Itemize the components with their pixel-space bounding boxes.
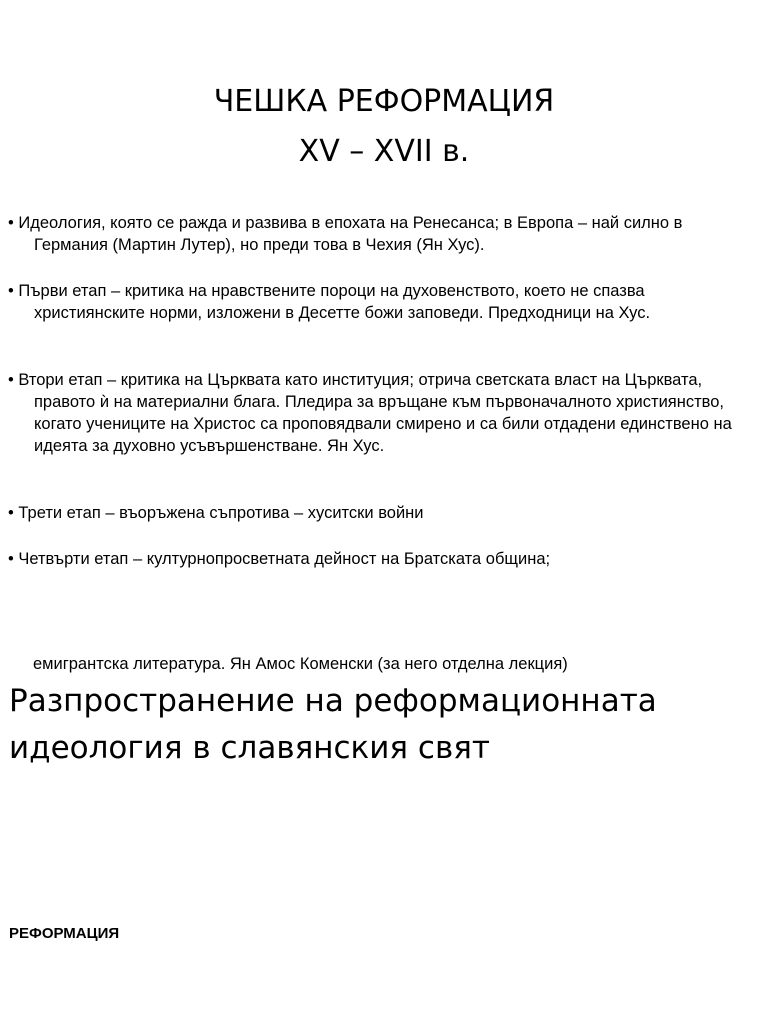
bullet-first-stage: • Първи етап – критика на нравствените пороци на духовенството, което не спазва християнските норми, изложени в Десетте божи заповеди. Предходници на Хус. [8,282,651,322]
bullet-fourth-stage: • Четвърти етап – културнопросветната дейност на Братската община; [8,550,551,568]
bullet-third-stage: • Трети етап – въоръжена съпротива – хуситски войни [8,504,424,522]
page-title: ЧЕШКА РЕФОРМАЦИЯ [213,84,555,119]
page-subtitle-period: XV – XVII в. [298,134,470,169]
emigrant-literature-line: емигрантска литература. Ян Амос Коменски (за него отделна лекция) [33,655,568,673]
bullet-ideology: • Идеология, която се ражда и развива в епохата на Ренесанса; в Европа – най силно в Германия (Мартин Лутер), но преди това в Чехия (Ян Хус). [8,214,683,254]
section-heading-spread: Разпространение на реформационната идеология в славянския свят [9,683,657,766]
bullet-second-stage: • Втори етап – критика на Църквата като институция; отрича светската власт на Църквата, правото ѝ на материални блага. Пледира за връщане към първоначалното християнство, когато учениците на Христос са проповядвали смирено и са били отдадени единствено на идеята за духовно усъвършенстване. Ян Хус. [8,371,732,455]
footer-label: РЕФОРМАЦИЯ [9,925,120,942]
